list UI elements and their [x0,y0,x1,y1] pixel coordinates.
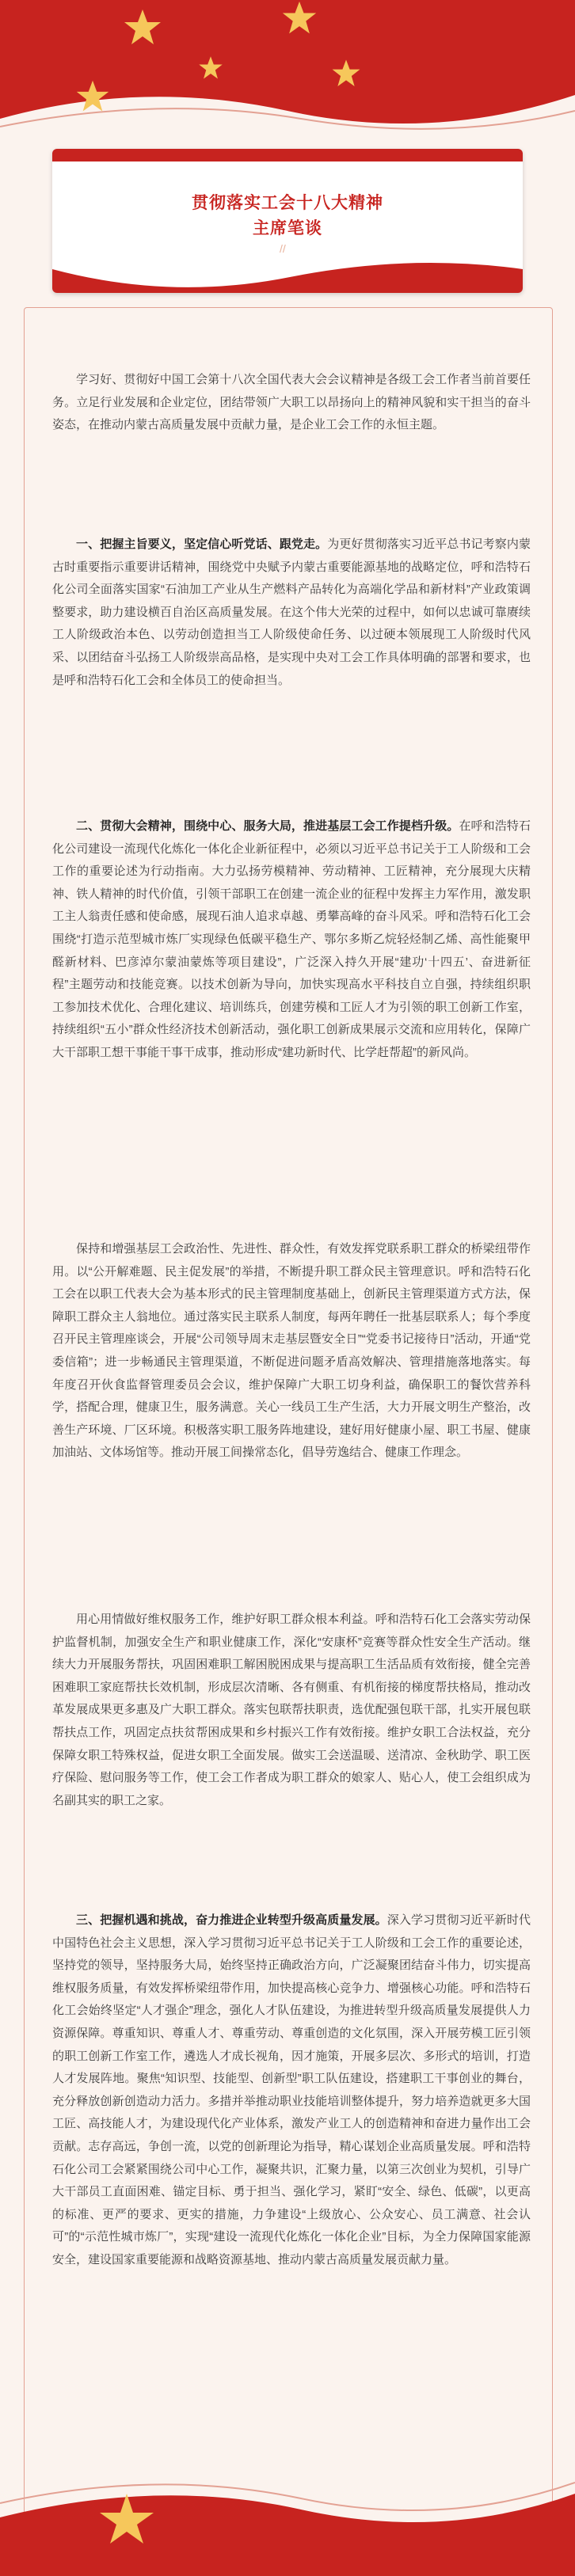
title-ornament-icon: // [280,242,286,255]
star-icon [123,8,162,47]
paragraph-section-3: 三、把握机遇和挑战，奋力推进企业转型升级高质量发展。深入学习贯彻习近平新时代中国特色社会主义思想，深入学习贯彻习近平总书记关于工人阶级和工会工作的重要论述，坚持党的领导，坚持服务大局，始终坚持正确政治方向，广泛凝聚团结奋斗伟力，切实提高维权服务质量，有效发挥桥梁纽带作用，加快提高核心竞争力、增强核心功能。呼和浩特石化工会始终坚定“人才强企”理念，强化人才队伍建设，为推进转型升级高质量发展提供人力资源保障。尊重知识、尊重人才、尊重劳动、尊重创造的文化氛围，深入开展劳模工匠引领的职工创新工作室工作，遴选人才成长视角，因才施策，开展多层次、多形式的培训，打造人才发展阵地。聚焦“知识型、技能型、创新型”职工队伍建设，搭建职工干事创业的舞台，充分释放创新创造动力活力。多措并举推动职业技能培训整体提升，努力培养造就更多大国工匠、高技能人才，为建设现代化产业体系，激发产业工人的创造精神和奋进力量作出工会贡献。志存高远，争创一流，以党的创新理论为指导，精心谋划企业高质量发展。呼和浩特石化公司工会紧紧围绕公司中心工作，凝聚共识，汇聚力量，以第三次创业为契机，引导广大干部员工直面困难、锚定目标、勇于担当、强化学习，紧盯“安全、绿色、低碳”，以更高的标准、更严的要求、更实的措施，力争建设“上级放心、公众安心、员工满意、社会认可”的“示范性城市炼厂”，实现“建设一流现代化炼化一体化企业”目标，为全力保障国家能源安全，建设国家重要能源和战略资源基地、推动内蒙古高质量发展贡献力量。 [52,1913,531,2266]
star-icon [75,79,110,114]
paragraph-intro: 学习好、贯彻好中国工会第十八次全国代表大会会议精神是各级工会工作者当前首要任务。立足行业发展和企业定位，团结带领广大职工以昂扬向上的精神风貌和实干担当的奋斗姿态，在推动内蒙古高质量发展中贡献力量，是企业工会工作的永恒主题。 [52,373,531,432]
title-card-top-strip [52,149,523,161]
footer-decoration [0,2446,575,2576]
page-title: 贯彻落实工会十八大精神 [192,194,383,212]
star-icon [198,55,223,81]
paragraph-section-1: 一、把握主旨要义，坚定信心听党话、跟党走。为更好贯彻落实习近平总书记考察内蒙古时重要指示重要讲话精神，围绕党中央赋予内蒙古重要能源基地的战略定位，呼和浩特石化公司全面落实国家“石油加工产业从生产燃料产品转化为高端化学品和新材料”产业政策调整要求，助力建设横百自治区高质量发展。在这个伟大光荣的过程中，如何以忠诚可靠赓续工人阶级政治本色、以劳动创造担当工人阶级使命任务、以过硬本领展现工人阶级时代风采、以团结奋斗弘扬工人阶级崇高品格，是实现中央对工会工作具体明确的部署和要求，也是呼和浩特石化工会和全体员工的使命担当。 [52,538,531,687]
star-icon [331,59,361,89]
paragraph-section-2-welfare: 用心用情做好维权服务工作，维护好职工群众根本利益。呼和浩特石化工会落实劳动保护监督机制，加强安全生产和职业健康工作，深化“安康杯”竞赛等群众性安全生产活动。继续大力开展服务帮扶，巩固困难职工解困脱困成果与提高职工生活品质有效衔接，健全完善困难职工家庭帮扶长效机制，形成层次清晰、各有侧重、有机衔接的梯度帮扶格局，推动改革发展成果更多惠及广大职工群众。落实包联帮扶职责，选优配强包联干部，扎实开展包联帮扶点工作，巩固定点扶贫帮困成果和乡村振兴工作有效衔接。维护女职工合法权益，充分保障女职工特殊权益，促进女职工全面发展。做实工会送温暖、送清凉、金秋助学、职工医疗保险、慰问服务等工作，使工会工作者成为职工群众的娘家人、贴心人，使工会组织成为名副其实的职工之家。 [52,1613,531,1807]
paragraph-section-2: 二、贯彻大会精神，围绕中心、服务大局，推进基层工会工作提档升级。在呼和浩特石化公司建设一流现代化炼化一体化企业新征程中，必须以习近平总书记关于工人阶级和工会工作的重要论述为行动指南。大力弘扬劳模精神、劳动精神、工匠精神，充分展现大庆精神、铁人精神的时代价值，引领干部职工在创建一流企业的征程中发挥主力军作用，激发职工主人翁责任感和使命感，展现石油人追求卓越、勇攀高峰的奋斗风采。呼和浩特石化工会围绕“打造示范型城市炼厂实现绿色低碳平稳生产、鄂尔多斯乙烷轻烃制乙烯、高性能聚甲醛新材料、巴彦淖尔蒙油蒙炼等项目建设”，广泛深入持久开展“建功‘十四五’、奋进新征程”主题劳动和技能竞赛。以技术创新为导向，加快实现高水平科技自立自强，持续组织职工参加技术优化、合理化建议、培训练兵，创建劳模和工匠人才为引领的职工创新工作室，持续组织“五小”群众性经济技术创新活动，强化职工创新成果展示交流和应用转化，保障广大干部职工想干事能干事干成事，推动形成“建功新时代、比学赶帮超”的新风尚。 [52,819,531,1059]
page-subtitle: 主席笔谈 [253,219,322,237]
section-1-heading: 一、把握主旨要义，坚定信心听党话、跟党走。 [76,538,328,551]
star-icon [281,0,318,36]
section-3-heading: 三、把握机遇和挑战，奋力推进企业转型升级高质量发展。 [76,1913,387,1927]
section-2-heading: 二、贯彻大会精神，围绕中心、服务大局，推进基层工会工作提档升级。 [76,819,459,833]
title-card-wave [52,253,523,293]
paragraph-section-2-democracy: 保持和增强基层工会政治性、先进性、群众性，有效发挥党联系职工群众的桥梁纽带作用。以“公开解难题、民主促发展”的举措，不断提升职工群众民主管理意识。呼和浩特石化工会在以职工代表大会为基本形式的民主管理制度基础上，创新民主管理渠道方式方法，保障职工群众主人翁地位。通过落实民主联系人制度，每两年聘任一批基层联系人；每个季度召开民主管理座谈会，开展“公司领导周末走基层暨安全日”“党委书记接待日”活动，开通“党委信箱”；进一步畅通民主管理渠道，不断促进问题矛盾高效解决、管理措施落地落实。每年度召开伙食监督管理委员会会议，维护保障广大职工切身利益，确保职工的餐饮营养科学，搭配合理，健康卫生，服务满意。关心一线员工生产生活，大力开展文明生产整治，改善生产环境、厂区环境。积极落实职工服务阵地建设，建好用好健康小屋、职工书屋、健康加油站、文体场馆等。推动开展工间操常态化，倡导劳逸结合、健康工作理念。 [52,1242,531,1460]
title-card [52,149,523,293]
